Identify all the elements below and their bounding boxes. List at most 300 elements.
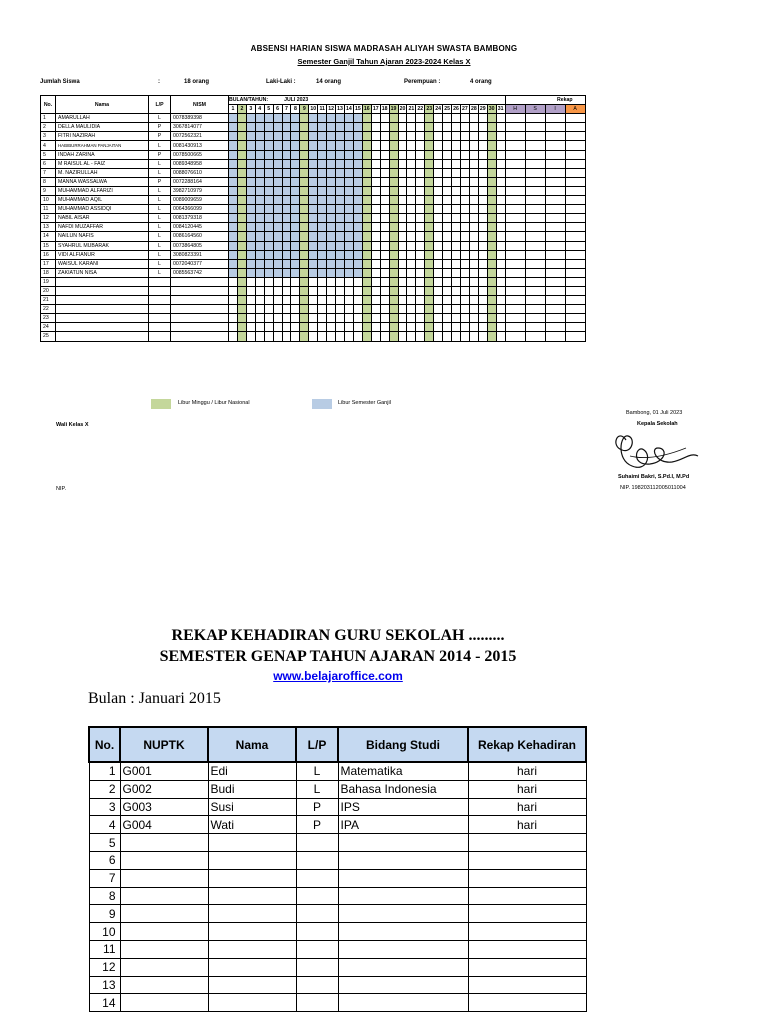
attendance-cell[interactable]	[425, 305, 434, 314]
attendance-cell[interactable]	[336, 114, 345, 123]
attendance-cell[interactable]	[318, 177, 327, 186]
attendance-cell[interactable]	[478, 296, 487, 305]
attendance-cell[interactable]	[273, 268, 282, 277]
attendance-cell[interactable]	[389, 232, 398, 241]
attendance-cell[interactable]	[282, 296, 291, 305]
attendance-cell[interactable]	[398, 277, 407, 286]
attendance-cell[interactable]	[300, 141, 309, 150]
attendance-cell[interactable]	[344, 186, 353, 195]
attendance-cell[interactable]	[416, 177, 425, 186]
attendance-cell[interactable]	[416, 123, 425, 132]
attendance-cell[interactable]	[229, 250, 238, 259]
attendance-cell[interactable]	[371, 323, 380, 332]
attendance-cell[interactable]	[371, 332, 380, 341]
attendance-cell[interactable]	[434, 114, 443, 123]
attendance-cell[interactable]	[425, 296, 434, 305]
attendance-cell[interactable]	[237, 168, 246, 177]
attendance-cell[interactable]	[380, 214, 389, 223]
attendance-cell[interactable]	[487, 114, 496, 123]
attendance-cell[interactable]	[255, 150, 264, 159]
attendance-cell[interactable]	[425, 196, 434, 205]
attendance-cell[interactable]	[452, 223, 461, 232]
attendance-cell[interactable]	[460, 132, 469, 141]
attendance-cell[interactable]	[327, 323, 336, 332]
attendance-cell[interactable]	[487, 323, 496, 332]
attendance-cell[interactable]	[496, 277, 505, 286]
attendance-cell[interactable]	[487, 150, 496, 159]
attendance-cell[interactable]	[300, 114, 309, 123]
attendance-cell[interactable]	[425, 232, 434, 241]
attendance-cell[interactable]	[282, 214, 291, 223]
attendance-cell[interactable]	[425, 332, 434, 341]
attendance-cell[interactable]	[237, 177, 246, 186]
attendance-cell[interactable]	[327, 214, 336, 223]
attendance-cell[interactable]	[416, 250, 425, 259]
attendance-cell[interactable]	[246, 286, 255, 295]
attendance-cell[interactable]	[371, 114, 380, 123]
attendance-cell[interactable]	[478, 305, 487, 314]
attendance-cell[interactable]	[371, 277, 380, 286]
attendance-cell[interactable]	[425, 286, 434, 295]
attendance-cell[interactable]	[496, 114, 505, 123]
attendance-cell[interactable]	[478, 123, 487, 132]
attendance-cell[interactable]	[229, 114, 238, 123]
attendance-cell[interactable]	[362, 277, 371, 286]
attendance-cell[interactable]	[264, 205, 273, 214]
attendance-cell[interactable]	[407, 141, 416, 150]
attendance-cell[interactable]	[255, 132, 264, 141]
attendance-cell[interactable]	[336, 123, 345, 132]
attendance-cell[interactable]	[469, 132, 478, 141]
attendance-cell[interactable]	[291, 250, 300, 259]
attendance-cell[interactable]	[416, 232, 425, 241]
attendance-cell[interactable]	[237, 232, 246, 241]
attendance-cell[interactable]	[300, 214, 309, 223]
attendance-cell[interactable]	[309, 150, 318, 159]
attendance-cell[interactable]	[469, 232, 478, 241]
attendance-cell[interactable]	[407, 114, 416, 123]
attendance-cell[interactable]	[460, 114, 469, 123]
attendance-cell[interactable]	[478, 205, 487, 214]
attendance-cell[interactable]	[327, 305, 336, 314]
attendance-cell[interactable]	[264, 241, 273, 250]
attendance-cell[interactable]	[318, 196, 327, 205]
attendance-cell[interactable]	[309, 259, 318, 268]
attendance-cell[interactable]	[327, 259, 336, 268]
attendance-cell[interactable]	[371, 196, 380, 205]
attendance-cell[interactable]	[425, 250, 434, 259]
attendance-cell[interactable]	[398, 186, 407, 195]
attendance-cell[interactable]	[425, 223, 434, 232]
attendance-cell[interactable]	[237, 223, 246, 232]
attendance-cell[interactable]	[407, 277, 416, 286]
attendance-cell[interactable]	[237, 323, 246, 332]
attendance-cell[interactable]	[246, 159, 255, 168]
attendance-cell[interactable]	[255, 205, 264, 214]
attendance-cell[interactable]	[434, 123, 443, 132]
attendance-cell[interactable]	[371, 168, 380, 177]
attendance-cell[interactable]	[443, 268, 452, 277]
attendance-cell[interactable]	[282, 114, 291, 123]
attendance-cell[interactable]	[362, 241, 371, 250]
attendance-cell[interactable]	[425, 214, 434, 223]
attendance-cell[interactable]	[460, 177, 469, 186]
attendance-cell[interactable]	[469, 186, 478, 195]
attendance-cell[interactable]	[389, 241, 398, 250]
attendance-cell[interactable]	[434, 177, 443, 186]
attendance-cell[interactable]	[246, 305, 255, 314]
attendance-cell[interactable]	[389, 205, 398, 214]
attendance-cell[interactable]	[300, 223, 309, 232]
attendance-cell[interactable]	[255, 332, 264, 341]
attendance-cell[interactable]	[237, 123, 246, 132]
attendance-cell[interactable]	[425, 205, 434, 214]
attendance-cell[interactable]	[229, 132, 238, 141]
attendance-cell[interactable]	[229, 205, 238, 214]
attendance-cell[interactable]	[273, 168, 282, 177]
attendance-cell[interactable]	[336, 305, 345, 314]
attendance-cell[interactable]	[434, 332, 443, 341]
attendance-cell[interactable]	[237, 196, 246, 205]
attendance-cell[interactable]	[380, 186, 389, 195]
attendance-cell[interactable]	[398, 205, 407, 214]
attendance-cell[interactable]	[380, 323, 389, 332]
attendance-cell[interactable]	[469, 114, 478, 123]
attendance-cell[interactable]	[443, 141, 452, 150]
attendance-cell[interactable]	[371, 186, 380, 195]
attendance-cell[interactable]	[398, 241, 407, 250]
attendance-cell[interactable]	[496, 259, 505, 268]
attendance-cell[interactable]	[264, 250, 273, 259]
attendance-cell[interactable]	[255, 159, 264, 168]
attendance-cell[interactable]	[309, 123, 318, 132]
attendance-cell[interactable]	[237, 314, 246, 323]
attendance-cell[interactable]	[362, 141, 371, 150]
attendance-cell[interactable]	[487, 241, 496, 250]
attendance-cell[interactable]	[478, 141, 487, 150]
attendance-cell[interactable]	[478, 250, 487, 259]
attendance-cell[interactable]	[264, 332, 273, 341]
attendance-cell[interactable]	[460, 286, 469, 295]
attendance-cell[interactable]	[353, 323, 362, 332]
attendance-cell[interactable]	[407, 168, 416, 177]
attendance-cell[interactable]	[416, 241, 425, 250]
attendance-cell[interactable]	[362, 159, 371, 168]
attendance-cell[interactable]	[291, 159, 300, 168]
attendance-cell[interactable]	[300, 241, 309, 250]
attendance-cell[interactable]	[344, 305, 353, 314]
attendance-cell[interactable]	[336, 141, 345, 150]
attendance-cell[interactable]	[282, 177, 291, 186]
attendance-cell[interactable]	[237, 296, 246, 305]
attendance-cell[interactable]	[452, 268, 461, 277]
attendance-cell[interactable]	[416, 314, 425, 323]
attendance-cell[interactable]	[380, 259, 389, 268]
attendance-cell[interactable]	[229, 159, 238, 168]
attendance-cell[interactable]	[344, 250, 353, 259]
attendance-cell[interactable]	[273, 123, 282, 132]
attendance-cell[interactable]	[318, 314, 327, 323]
attendance-cell[interactable]	[309, 132, 318, 141]
attendance-cell[interactable]	[389, 159, 398, 168]
attendance-cell[interactable]	[318, 323, 327, 332]
attendance-cell[interactable]	[273, 332, 282, 341]
attendance-cell[interactable]	[496, 314, 505, 323]
attendance-cell[interactable]	[398, 114, 407, 123]
attendance-cell[interactable]	[407, 232, 416, 241]
attendance-cell[interactable]	[478, 259, 487, 268]
attendance-cell[interactable]	[291, 132, 300, 141]
attendance-cell[interactable]	[291, 150, 300, 159]
attendance-cell[interactable]	[353, 250, 362, 259]
attendance-cell[interactable]	[371, 232, 380, 241]
attendance-cell[interactable]	[389, 332, 398, 341]
attendance-cell[interactable]	[487, 332, 496, 341]
attendance-cell[interactable]	[344, 168, 353, 177]
attendance-cell[interactable]	[229, 186, 238, 195]
attendance-cell[interactable]	[452, 159, 461, 168]
attendance-cell[interactable]	[478, 268, 487, 277]
attendance-cell[interactable]	[496, 214, 505, 223]
attendance-cell[interactable]	[300, 323, 309, 332]
attendance-cell[interactable]	[398, 305, 407, 314]
attendance-cell[interactable]	[291, 268, 300, 277]
attendance-cell[interactable]	[309, 141, 318, 150]
attendance-cell[interactable]	[371, 286, 380, 295]
attendance-cell[interactable]	[380, 277, 389, 286]
attendance-cell[interactable]	[371, 214, 380, 223]
attendance-cell[interactable]	[389, 168, 398, 177]
attendance-cell[interactable]	[264, 186, 273, 195]
attendance-cell[interactable]	[452, 123, 461, 132]
attendance-cell[interactable]	[407, 259, 416, 268]
attendance-cell[interactable]	[371, 132, 380, 141]
attendance-cell[interactable]	[469, 250, 478, 259]
attendance-cell[interactable]	[478, 214, 487, 223]
attendance-cell[interactable]	[344, 132, 353, 141]
attendance-cell[interactable]	[353, 277, 362, 286]
attendance-cell[interactable]	[264, 296, 273, 305]
attendance-cell[interactable]	[380, 141, 389, 150]
attendance-cell[interactable]	[469, 205, 478, 214]
attendance-cell[interactable]	[300, 205, 309, 214]
attendance-cell[interactable]	[309, 214, 318, 223]
attendance-cell[interactable]	[318, 168, 327, 177]
attendance-cell[interactable]	[371, 268, 380, 277]
attendance-cell[interactable]	[282, 150, 291, 159]
attendance-cell[interactable]	[389, 132, 398, 141]
attendance-cell[interactable]	[327, 314, 336, 323]
attendance-cell[interactable]	[478, 232, 487, 241]
attendance-cell[interactable]	[496, 223, 505, 232]
attendance-cell[interactable]	[487, 232, 496, 241]
attendance-cell[interactable]	[469, 305, 478, 314]
attendance-cell[interactable]	[425, 268, 434, 277]
attendance-cell[interactable]	[407, 159, 416, 168]
attendance-cell[interactable]	[469, 314, 478, 323]
attendance-cell[interactable]	[336, 214, 345, 223]
attendance-cell[interactable]	[246, 332, 255, 341]
attendance-cell[interactable]	[336, 250, 345, 259]
attendance-cell[interactable]	[344, 196, 353, 205]
attendance-cell[interactable]	[469, 241, 478, 250]
attendance-cell[interactable]	[264, 223, 273, 232]
attendance-cell[interactable]	[443, 223, 452, 232]
attendance-cell[interactable]	[237, 186, 246, 195]
attendance-cell[interactable]	[425, 241, 434, 250]
attendance-cell[interactable]	[496, 332, 505, 341]
attendance-cell[interactable]	[478, 168, 487, 177]
attendance-cell[interactable]	[452, 186, 461, 195]
attendance-cell[interactable]	[264, 268, 273, 277]
attendance-cell[interactable]	[434, 168, 443, 177]
attendance-cell[interactable]	[353, 332, 362, 341]
attendance-cell[interactable]	[443, 159, 452, 168]
attendance-cell[interactable]	[318, 332, 327, 341]
attendance-cell[interactable]	[255, 196, 264, 205]
attendance-cell[interactable]	[407, 286, 416, 295]
attendance-cell[interactable]	[469, 123, 478, 132]
attendance-cell[interactable]	[318, 141, 327, 150]
attendance-cell[interactable]	[469, 296, 478, 305]
attendance-cell[interactable]	[291, 314, 300, 323]
attendance-cell[interactable]	[362, 286, 371, 295]
attendance-cell[interactable]	[246, 250, 255, 259]
attendance-cell[interactable]	[496, 232, 505, 241]
attendance-cell[interactable]	[264, 177, 273, 186]
attendance-cell[interactable]	[362, 223, 371, 232]
attendance-cell[interactable]	[398, 259, 407, 268]
attendance-cell[interactable]	[416, 159, 425, 168]
attendance-cell[interactable]	[434, 232, 443, 241]
attendance-cell[interactable]	[398, 132, 407, 141]
attendance-cell[interactable]	[398, 250, 407, 259]
attendance-cell[interactable]	[425, 314, 434, 323]
attendance-cell[interactable]	[353, 268, 362, 277]
attendance-cell[interactable]	[237, 214, 246, 223]
attendance-cell[interactable]	[460, 314, 469, 323]
attendance-cell[interactable]	[282, 277, 291, 286]
attendance-cell[interactable]	[389, 223, 398, 232]
attendance-cell[interactable]	[282, 323, 291, 332]
attendance-cell[interactable]	[327, 132, 336, 141]
attendance-cell[interactable]	[487, 186, 496, 195]
attendance-cell[interactable]	[398, 196, 407, 205]
attendance-cell[interactable]	[452, 177, 461, 186]
attendance-cell[interactable]	[389, 150, 398, 159]
attendance-cell[interactable]	[309, 296, 318, 305]
attendance-cell[interactable]	[460, 268, 469, 277]
attendance-cell[interactable]	[416, 268, 425, 277]
attendance-cell[interactable]	[452, 132, 461, 141]
attendance-cell[interactable]	[487, 159, 496, 168]
attendance-cell[interactable]	[264, 277, 273, 286]
attendance-cell[interactable]	[398, 314, 407, 323]
attendance-cell[interactable]	[300, 177, 309, 186]
attendance-cell[interactable]	[344, 159, 353, 168]
attendance-cell[interactable]	[327, 186, 336, 195]
attendance-cell[interactable]	[336, 259, 345, 268]
attendance-cell[interactable]	[327, 277, 336, 286]
attendance-cell[interactable]	[371, 296, 380, 305]
attendance-cell[interactable]	[291, 323, 300, 332]
attendance-cell[interactable]	[425, 177, 434, 186]
attendance-cell[interactable]	[264, 141, 273, 150]
attendance-cell[interactable]	[353, 196, 362, 205]
attendance-cell[interactable]	[318, 159, 327, 168]
attendance-cell[interactable]	[460, 277, 469, 286]
attendance-cell[interactable]	[496, 123, 505, 132]
attendance-cell[interactable]	[336, 205, 345, 214]
attendance-cell[interactable]	[469, 196, 478, 205]
attendance-cell[interactable]	[229, 286, 238, 295]
attendance-cell[interactable]	[318, 277, 327, 286]
attendance-cell[interactable]	[362, 332, 371, 341]
attendance-cell[interactable]	[478, 241, 487, 250]
attendance-cell[interactable]	[282, 205, 291, 214]
attendance-cell[interactable]	[460, 250, 469, 259]
attendance-cell[interactable]	[246, 168, 255, 177]
attendance-cell[interactable]	[309, 314, 318, 323]
attendance-cell[interactable]	[255, 114, 264, 123]
attendance-cell[interactable]	[452, 277, 461, 286]
attendance-cell[interactable]	[264, 196, 273, 205]
attendance-cell[interactable]	[300, 123, 309, 132]
attendance-cell[interactable]	[264, 232, 273, 241]
attendance-cell[interactable]	[416, 186, 425, 195]
attendance-cell[interactable]	[425, 141, 434, 150]
attendance-cell[interactable]	[380, 205, 389, 214]
attendance-cell[interactable]	[389, 268, 398, 277]
attendance-cell[interactable]	[327, 250, 336, 259]
attendance-cell[interactable]	[229, 296, 238, 305]
attendance-cell[interactable]	[282, 141, 291, 150]
attendance-cell[interactable]	[460, 241, 469, 250]
attendance-cell[interactable]	[443, 314, 452, 323]
attendance-cell[interactable]	[246, 123, 255, 132]
attendance-cell[interactable]	[318, 132, 327, 141]
attendance-cell[interactable]	[336, 177, 345, 186]
attendance-cell[interactable]	[255, 277, 264, 286]
attendance-cell[interactable]	[327, 114, 336, 123]
attendance-cell[interactable]	[229, 305, 238, 314]
attendance-cell[interactable]	[478, 314, 487, 323]
attendance-cell[interactable]	[380, 314, 389, 323]
attendance-cell[interactable]	[362, 196, 371, 205]
attendance-cell[interactable]	[336, 286, 345, 295]
attendance-cell[interactable]	[309, 250, 318, 259]
attendance-cell[interactable]	[282, 232, 291, 241]
attendance-cell[interactable]	[336, 186, 345, 195]
attendance-cell[interactable]	[353, 132, 362, 141]
attendance-cell[interactable]	[291, 214, 300, 223]
attendance-cell[interactable]	[398, 332, 407, 341]
attendance-cell[interactable]	[487, 205, 496, 214]
attendance-cell[interactable]	[443, 114, 452, 123]
attendance-cell[interactable]	[416, 196, 425, 205]
attendance-cell[interactable]	[318, 150, 327, 159]
attendance-cell[interactable]	[407, 132, 416, 141]
attendance-cell[interactable]	[255, 268, 264, 277]
attendance-cell[interactable]	[362, 250, 371, 259]
attendance-cell[interactable]	[353, 168, 362, 177]
attendance-cell[interactable]	[371, 305, 380, 314]
attendance-cell[interactable]	[389, 314, 398, 323]
attendance-cell[interactable]	[496, 168, 505, 177]
attendance-cell[interactable]	[353, 123, 362, 132]
attendance-cell[interactable]	[327, 123, 336, 132]
attendance-cell[interactable]	[264, 168, 273, 177]
